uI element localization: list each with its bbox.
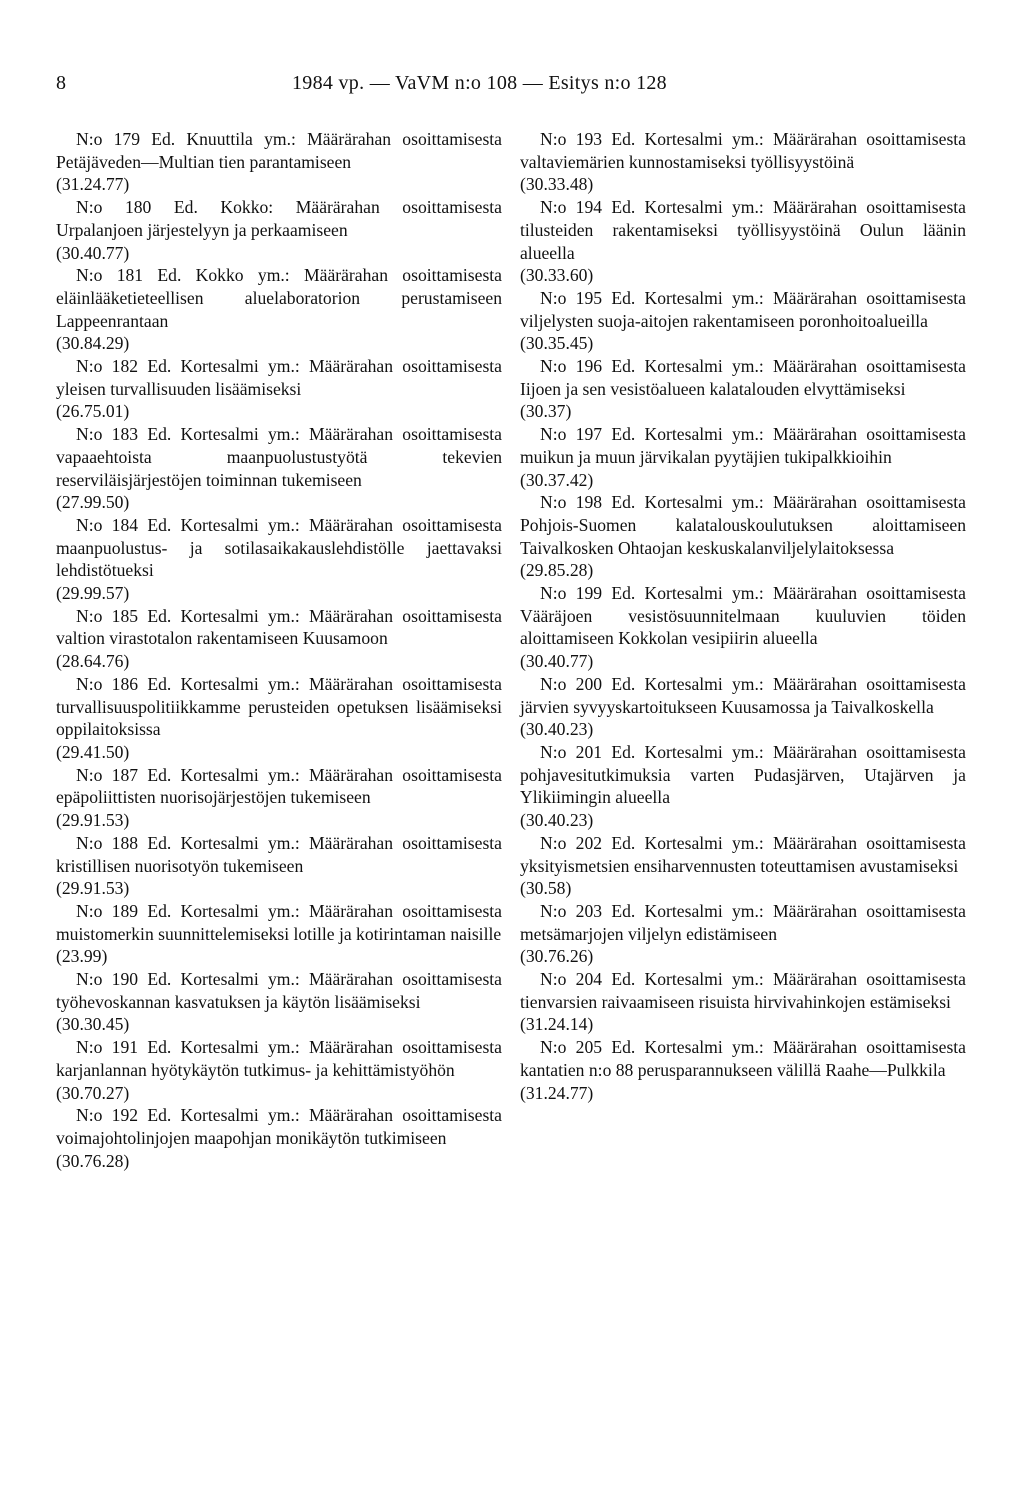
list-item xyxy=(520,423,966,491)
entry-text: N:o 195 Ed. Kortesalmi ym.: Määrärahan osoittamisesta viljelysten suoja-aitojen rakentamiseen poronhoitoalueilla xyxy=(520,287,966,331)
budget-code: (30.37.42) xyxy=(520,469,594,490)
entry-text: N:o 183 Ed. Kortesalmi ym.: Määrärahan osoittamisesta vapaaehtoista maanpuolustustyötä tekevien reserviläisjärjestöjen toiminnan tukemiseen xyxy=(56,424,502,490)
budget-code: (30.37) xyxy=(520,401,572,422)
page-number: 8 xyxy=(56,72,66,94)
entry-text: N:o 186 Ed. Kortesalmi ym.: Määrärahan osoittamisesta turvallisuuspolitiikkamme perusteiden opetuksen lisäämiseksi oppilaitoksissa xyxy=(56,673,502,740)
budget-code: (31.24.77) xyxy=(520,1082,594,1103)
entry-text: N:o 185 Ed. Kortesalmi ym.: Määrärahan osoittamisesta valtion virastotalon rakentamiseen Kuusamoon xyxy=(56,605,502,649)
entry-text: N:o 191 Ed. Kortesalmi ym.: Määrärahan osoittamisesta karjanlannan hyötykäytön tutkimus- ja kehittämistyöhön xyxy=(56,1037,502,1080)
left-column xyxy=(56,128,502,1172)
list-item xyxy=(520,968,966,1036)
entry-text: N:o 204 Ed. Kortesalmi ym.: Määrärahan osoittamisesta tienvarsien raivaamiseen risuista hirvivahinkojen estämiseksi xyxy=(520,969,966,1012)
list-item xyxy=(56,900,502,968)
entry-text: N:o 184 Ed. Kortesalmi ym.: Määrärahan osoittamisesta maanpuolustus- ja sotilasaikakauslehdistölle jaettavaksi lehdistötueksi xyxy=(56,514,502,581)
entry-text: N:o 189 Ed. Kortesalmi ym.: Määrärahan osoittamisesta muistomerkin suunnittelemiseksi lotille ja kotirintaman naisille xyxy=(56,900,502,944)
list-item xyxy=(56,673,502,764)
budget-code: (30.40.77) xyxy=(520,651,594,672)
budget-code: (31.24.77) xyxy=(56,174,130,195)
entry-text: N:o 187 Ed. Kortesalmi ym.: Määrärahan osoittamisesta epäpoliittisten nuorisojärjestöjen tukemiseen xyxy=(56,764,502,808)
page-header xyxy=(56,72,996,104)
entry-text: N:o 192 Ed. Kortesalmi ym.: Määrärahan osoittamisesta voimajohtolinjojen maapohjan monikäytön tutkimiseen xyxy=(56,1105,502,1148)
list-item xyxy=(520,287,966,355)
list-item xyxy=(520,741,966,832)
list-item xyxy=(56,605,502,673)
list-item xyxy=(56,128,502,196)
entry-text: N:o 182 Ed. Kortesalmi ym.: Määrärahan osoittamisesta yleisen turvallisuuden lisäämiseksi xyxy=(56,356,502,399)
budget-code: (23.99) xyxy=(56,946,108,967)
entry-text: N:o 202 Ed. Kortesalmi ym.: Määrärahan osoittamisesta yksityismetsien ensiharvennusten toteuttamisen avustamiseksi xyxy=(520,832,966,876)
entry-text: N:o 179 Ed. Knuuttila ym.: Määrärahan osoittamisesta Petäjäveden—Multian tien parantamiseen xyxy=(56,129,502,172)
budget-code: (30.76.28) xyxy=(56,1150,130,1171)
list-item xyxy=(56,968,502,1036)
budget-code: (28.64.76) xyxy=(56,651,130,672)
entry-text: N:o 205 Ed. Kortesalmi ym.: Määrärahan osoittamisesta kantatien n:o 88 perusparannukseen välillä Raahe—Pulkkila xyxy=(520,1037,966,1080)
list-item xyxy=(56,764,502,832)
budget-code: (30.30.45) xyxy=(56,1014,130,1035)
running-head: 1984 vp. — VaVM n:o 108 — Esitys n:o 128 xyxy=(292,72,667,94)
list-item xyxy=(520,491,966,582)
list-item xyxy=(56,423,502,514)
entry-text: N:o 193 Ed. Kortesalmi ym.: Määrärahan osoittamisesta valtaviemärien kunnostamiseksi työllisyystöinä xyxy=(520,129,966,172)
entry-text: N:o 200 Ed. Kortesalmi ym.: Määrärahan osoittamisesta järvien syvyyskartoitukseen Kuusamossa ja Taivalkoskella xyxy=(520,673,966,717)
list-item xyxy=(520,196,966,287)
list-item xyxy=(520,900,966,968)
list-item xyxy=(56,832,502,900)
budget-code: (30.33.48) xyxy=(520,174,594,195)
budget-code: (29.91.53) xyxy=(56,878,130,899)
budget-code: (29.41.50) xyxy=(56,741,130,762)
entry-text: N:o 188 Ed. Kortesalmi ym.: Määrärahan osoittamisesta kristillisen nuorisotyön tukemiseen xyxy=(56,832,502,876)
list-item xyxy=(56,264,502,355)
list-item xyxy=(56,196,502,264)
list-item xyxy=(56,514,502,605)
entry-text: N:o 180 Ed. Kokko: Määrärahan osoittamisesta Urpalanjoen järjestelyyn ja perkaamiseen xyxy=(56,197,502,240)
list-item xyxy=(520,832,966,900)
entry-text: N:o 198 Ed. Kortesalmi ym.: Määrärahan osoittamisesta Pohjois-Suomen kalatalouskoulutuksen aloittamiseen Taivalkosken Ohtaojan keskuskalanviljelylaitoksessa xyxy=(520,492,966,558)
budget-code: (30.76.26) xyxy=(520,946,594,967)
list-item xyxy=(520,355,966,423)
entry-text: N:o 190 Ed. Kortesalmi ym.: Määrärahan osoittamisesta työhevoskannan kasvatuksen ja käytön lisäämiseksi xyxy=(56,969,502,1012)
budget-code: (30.40.23) xyxy=(520,719,594,740)
budget-code: (30.33.60) xyxy=(520,265,594,286)
budget-code: (30.58) xyxy=(520,878,572,899)
budget-code: (30.84.29) xyxy=(56,333,130,354)
list-item xyxy=(520,582,966,673)
budget-code: (30.70.27) xyxy=(56,1082,130,1103)
entry-text: N:o 199 Ed. Kortesalmi ym.: Määrärahan osoittamisesta Vääräjoen vesistösuunnitelmaan kuuluvien töiden aloittamiseen Kokkolan vesipiirin alueella xyxy=(520,583,966,649)
budget-code: (29.85.28) xyxy=(520,560,594,581)
list-item xyxy=(520,673,966,741)
budget-code: (29.91.53) xyxy=(56,810,130,831)
budget-code: (29.99.57) xyxy=(56,583,130,604)
entry-text: N:o 196 Ed. Kortesalmi ym.: Määrärahan osoittamisesta Iijoen ja sen vesistöalueen kalatalouden elvyttämiseksi xyxy=(520,356,966,399)
budget-code: (26.75.01) xyxy=(56,401,130,422)
list-item xyxy=(520,128,966,196)
list-item xyxy=(520,1036,966,1104)
budget-code: (30.35.45) xyxy=(520,333,594,354)
list-item xyxy=(56,1036,502,1104)
entry-text: N:o 203 Ed. Kortesalmi ym.: Määrärahan osoittamisesta metsämarjojen viljelyn edistämiseen xyxy=(520,900,966,944)
list-item xyxy=(56,1104,502,1172)
entry-text: N:o 194 Ed. Kortesalmi ym.: Määrärahan osoittamisesta tilusteiden rakentamiseksi työllisyystöinä Oulun läänin alueella xyxy=(520,197,966,263)
list-item xyxy=(56,355,502,423)
entry-text: N:o 201 Ed. Kortesalmi ym.: Määrärahan osoittamisesta pohjavesitutkimuksia varten Pudasjärven, Utajärven ja Ylikiimingin alueella xyxy=(520,741,966,808)
budget-code: (27.99.50) xyxy=(56,492,130,513)
entry-text: N:o 181 Ed. Kokko ym.: Määrärahan osoittamisesta eläinlääketieteellisen aluelaboratorion perustamiseen Lappeenrantaan xyxy=(56,265,502,331)
budget-code: (30.40.23) xyxy=(520,810,594,831)
entry-text: N:o 197 Ed. Kortesalmi ym.: Määrärahan osoittamisesta muikun ja muun järvikalan pyytäjien tukipalkkioihin xyxy=(520,424,966,467)
budget-code: (31.24.14) xyxy=(520,1014,594,1035)
right-column xyxy=(520,128,966,1104)
budget-code: (30.40.77) xyxy=(56,242,130,263)
